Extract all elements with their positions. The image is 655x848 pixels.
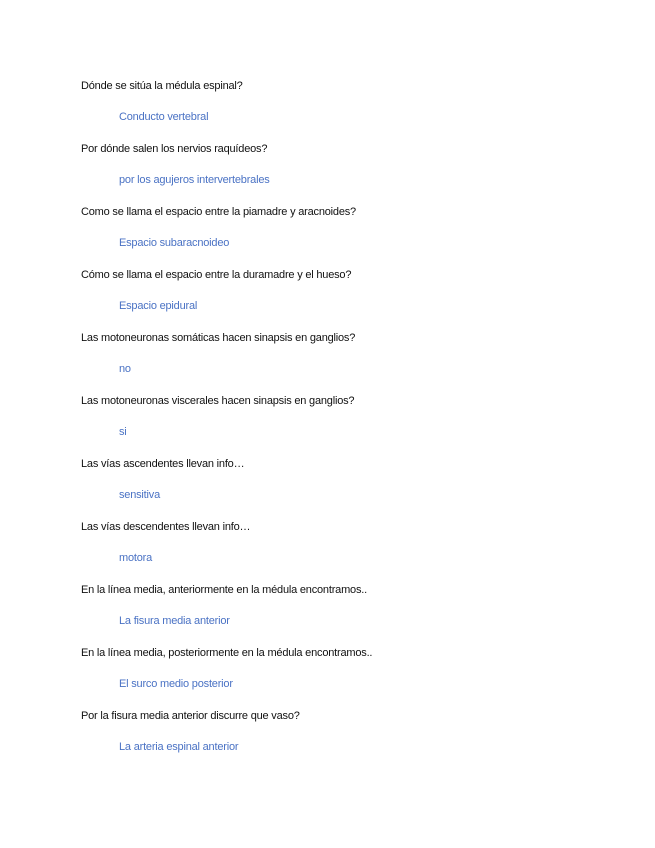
question-text: Las motoneuronas viscerales hacen sinapsis en ganglios? [81, 395, 355, 407]
question-text: Dónde se sitúa la médula espinal? [81, 80, 243, 92]
answer-text: La arteria espinal anterior [119, 741, 239, 753]
qa-item [81, 582, 621, 645]
answer-text: motora [119, 552, 153, 564]
qa-item [81, 78, 621, 141]
qa-item [81, 141, 621, 204]
answer-text: La fisura media anterior [119, 615, 230, 627]
question-text: Cómo se llama el espacio entre la duramadre y el hueso? [81, 269, 352, 281]
answer-text: por los agujeros intervertebrales [119, 174, 270, 186]
qa-item [81, 267, 621, 330]
qa-list [81, 78, 621, 771]
answer-text: si [119, 426, 127, 438]
answer-text: sensitiva [119, 489, 160, 501]
qa-item [81, 393, 621, 456]
qa-item [81, 204, 621, 267]
qa-item [81, 708, 621, 771]
question-text: En la línea media, anteriormente en la médula encontramos.. [81, 584, 367, 596]
question-text: Las vías descendentes llevan info… [81, 521, 251, 533]
answer-text: Espacio epidural [119, 300, 198, 312]
answer-text: no [119, 363, 131, 375]
qa-item [81, 330, 621, 393]
question-text: Por dónde salen los nervios raquídeos? [81, 143, 268, 155]
answer-text: El surco medio posterior [119, 678, 233, 690]
answer-text: Espacio subaracnoideo [119, 237, 230, 249]
qa-item [81, 456, 621, 519]
answer-text: Conducto vertebral [119, 111, 209, 123]
qa-item [81, 519, 621, 582]
question-text: Por la fisura media anterior discurre que vaso? [81, 710, 300, 722]
question-text: Como se llama el espacio entre la piamadre y aracnoides? [81, 206, 356, 218]
qa-item [81, 645, 621, 708]
question-text: Las motoneuronas somáticas hacen sinapsis en ganglios? [81, 332, 356, 344]
question-text: En la línea media, posteriormente en la médula encontramos.. [81, 647, 373, 659]
question-text: Las vías ascendentes llevan info… [81, 458, 245, 470]
